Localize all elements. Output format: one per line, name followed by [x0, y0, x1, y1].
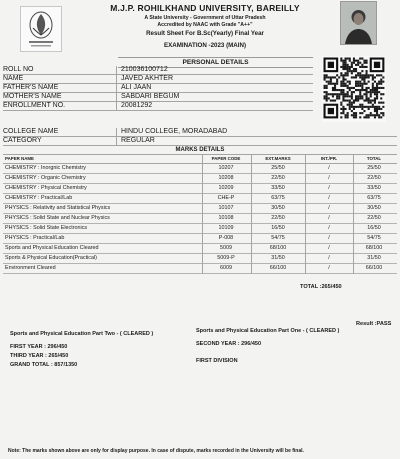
paper-name: CHEMISTRY : Physical Chemistry	[5, 185, 87, 191]
paper-code: 6009	[220, 265, 232, 271]
paper-name: CHEMISTRY : Organic Chemistry	[5, 175, 86, 181]
ext-marks: 22/50	[271, 215, 285, 221]
int-marks: /	[328, 165, 330, 171]
total-marks-cell: 31/50	[367, 255, 381, 261]
second-year-marks: SECOND YEAR : 296/450	[196, 341, 262, 347]
paper-code: 10207	[218, 165, 234, 171]
field-label: CATEGORY	[3, 137, 117, 145]
column-divider	[353, 154, 354, 274]
field-label: ENROLLMENT NO.	[3, 102, 117, 110]
field-label: COLLEGE NAME	[3, 128, 117, 136]
total-marks-cell: 63/75	[367, 195, 381, 201]
ext-marks: 66/100	[269, 265, 287, 271]
marks-details-title: MARKS DETAILS	[3, 146, 397, 155]
int-marks: /	[328, 175, 330, 181]
column-divider	[202, 154, 203, 274]
field-value: SABDARI BEGUM	[121, 93, 180, 100]
paper-name: Sports & Physical Education(Practical)	[5, 255, 97, 261]
disclaimer-note: Note: The marks shown above are only for display purpose. In case of dispute, marks recorded in the University will be final.	[8, 448, 304, 454]
marks-row	[3, 263, 397, 274]
header-total: TOTAL	[366, 156, 382, 161]
field-value: REGULAR	[121, 137, 155, 144]
header-paper-code: PAPER CODE	[211, 156, 241, 161]
paper-name: CHEMISTRY : Practical/Lab	[5, 195, 73, 201]
total-marks-cell: 30/50	[367, 205, 381, 211]
field-label: NAME	[3, 75, 117, 83]
field-label: FATHER'S NAME	[3, 84, 117, 92]
int-marks: /	[328, 225, 330, 231]
header-int-marks: INT./PR.	[320, 156, 338, 161]
column-divider	[305, 154, 306, 274]
int-marks: /	[328, 255, 330, 261]
ext-marks: 31/50	[271, 255, 285, 261]
emblem-icon	[21, 7, 61, 51]
exam-title: EXAMINATION -2023 (MAIN)	[163, 42, 247, 49]
university-status: A State University - Government of Uttar Pradesh	[144, 15, 266, 21]
sports-part-one: Sports and Physical Education Part One - ( CLEARED )	[196, 328, 340, 334]
header-paper-name: PAPER NAME	[5, 156, 34, 161]
accreditation-line: Accredited by NAAC with Grade "A++"	[157, 22, 253, 28]
first-year-marks: FIRST YEAR : 296/450	[10, 344, 68, 350]
grand-total: GRAND TOTAL : 857/1350	[10, 362, 78, 368]
paper-code: 10108	[218, 215, 234, 221]
ext-marks: 30/50	[271, 205, 285, 211]
student-photo	[340, 1, 377, 45]
paper-code: 5009	[220, 245, 232, 251]
paper-name: PHYSICS : Solid State Electronics	[5, 225, 88, 231]
ext-marks: 16/50	[271, 225, 285, 231]
header-ext-marks: EXT.MARKS	[265, 156, 291, 161]
field-fathers-name	[3, 84, 313, 93]
field-college-name	[3, 128, 397, 137]
paper-name: PHYSICS : Solid State and Nuclear Physics	[5, 215, 110, 221]
ext-marks: 22/50	[271, 175, 285, 181]
int-marks: /	[328, 185, 330, 191]
division: FIRST DIVISION	[196, 358, 238, 364]
total-marks-cell: 16/50	[367, 225, 381, 231]
sports-part-two: Sports and Physical Education Part Two - ( CLEARED )	[10, 331, 154, 337]
third-year-marks: THIRD YEAR : 265/450	[10, 353, 69, 359]
paper-code: 5009-P	[217, 255, 235, 261]
paper-name: CHEMISTRY : Inorgnic Chemistry	[5, 165, 86, 171]
result-title: Result Sheet For B.Sc(Yearly) Final Year	[146, 30, 264, 37]
field-label: MOTHER'S NAME	[3, 93, 117, 101]
paper-code: P-008	[218, 235, 234, 241]
total-marks-cell: 66/100	[365, 265, 383, 271]
total-marks-cell: 54/75	[367, 235, 381, 241]
paper-name: PHYSICS : Relativity and Statistical Physics	[5, 205, 111, 211]
university-logo	[20, 6, 62, 52]
total-marks-cell: 33/50	[367, 185, 381, 191]
total-marks-cell: 68/100	[365, 245, 383, 251]
person-icon	[341, 2, 376, 44]
paper-code: 10109	[218, 225, 234, 231]
total-marks-cell: 25/50	[367, 165, 381, 171]
field-value: JAVED AKHTER	[121, 75, 173, 82]
field-mothers-name	[3, 93, 313, 102]
paper-name: PHYSICS : Practical/Lab	[5, 235, 65, 241]
field-roll-no	[3, 66, 313, 75]
field-name	[3, 75, 313, 84]
personal-details-title: PERSONAL DETAILS	[118, 57, 313, 68]
ext-marks: 68/100	[269, 245, 287, 251]
int-marks: /	[328, 245, 330, 251]
paper-code: 10208	[218, 175, 234, 181]
university-name: M.J.P. ROHILKHAND UNIVERSITY, BAREILLY	[110, 3, 300, 13]
field-value: ALI JAAN	[121, 84, 152, 91]
int-marks: /	[328, 205, 330, 211]
field-enrollment-no	[3, 102, 313, 111]
field-label: ROLL NO	[3, 66, 117, 74]
field-value: 20081292	[121, 102, 153, 109]
field-value: 210036100712	[121, 66, 168, 73]
column-divider	[251, 154, 252, 274]
field-category	[3, 137, 397, 146]
int-marks: /	[328, 235, 330, 241]
paper-name: Environment Cleared	[5, 265, 56, 271]
ext-marks: 63/75	[271, 195, 285, 201]
paper-name: Sports and Physical Education Cleared	[5, 245, 99, 251]
paper-code: 10209	[218, 185, 234, 191]
total-marks: TOTAL :265/450	[300, 284, 342, 290]
total-marks-cell: 22/50	[367, 215, 381, 221]
qr-code-icon	[322, 56, 386, 122]
field-value: HINDU COLLEGE, MORADABAD	[121, 128, 228, 135]
ext-marks: 33/50	[271, 185, 285, 191]
result-status: Result :PASS	[356, 321, 392, 327]
ext-marks: 54/75	[271, 235, 285, 241]
total-marks-cell: 22/50	[367, 175, 381, 181]
int-marks: /	[328, 215, 330, 221]
paper-code: CHE-P	[217, 195, 235, 201]
paper-code: 10107	[218, 205, 234, 211]
int-marks: /	[328, 195, 330, 201]
int-marks: /	[328, 265, 330, 271]
ext-marks: 25/50	[271, 165, 285, 171]
qr-code	[322, 56, 386, 122]
